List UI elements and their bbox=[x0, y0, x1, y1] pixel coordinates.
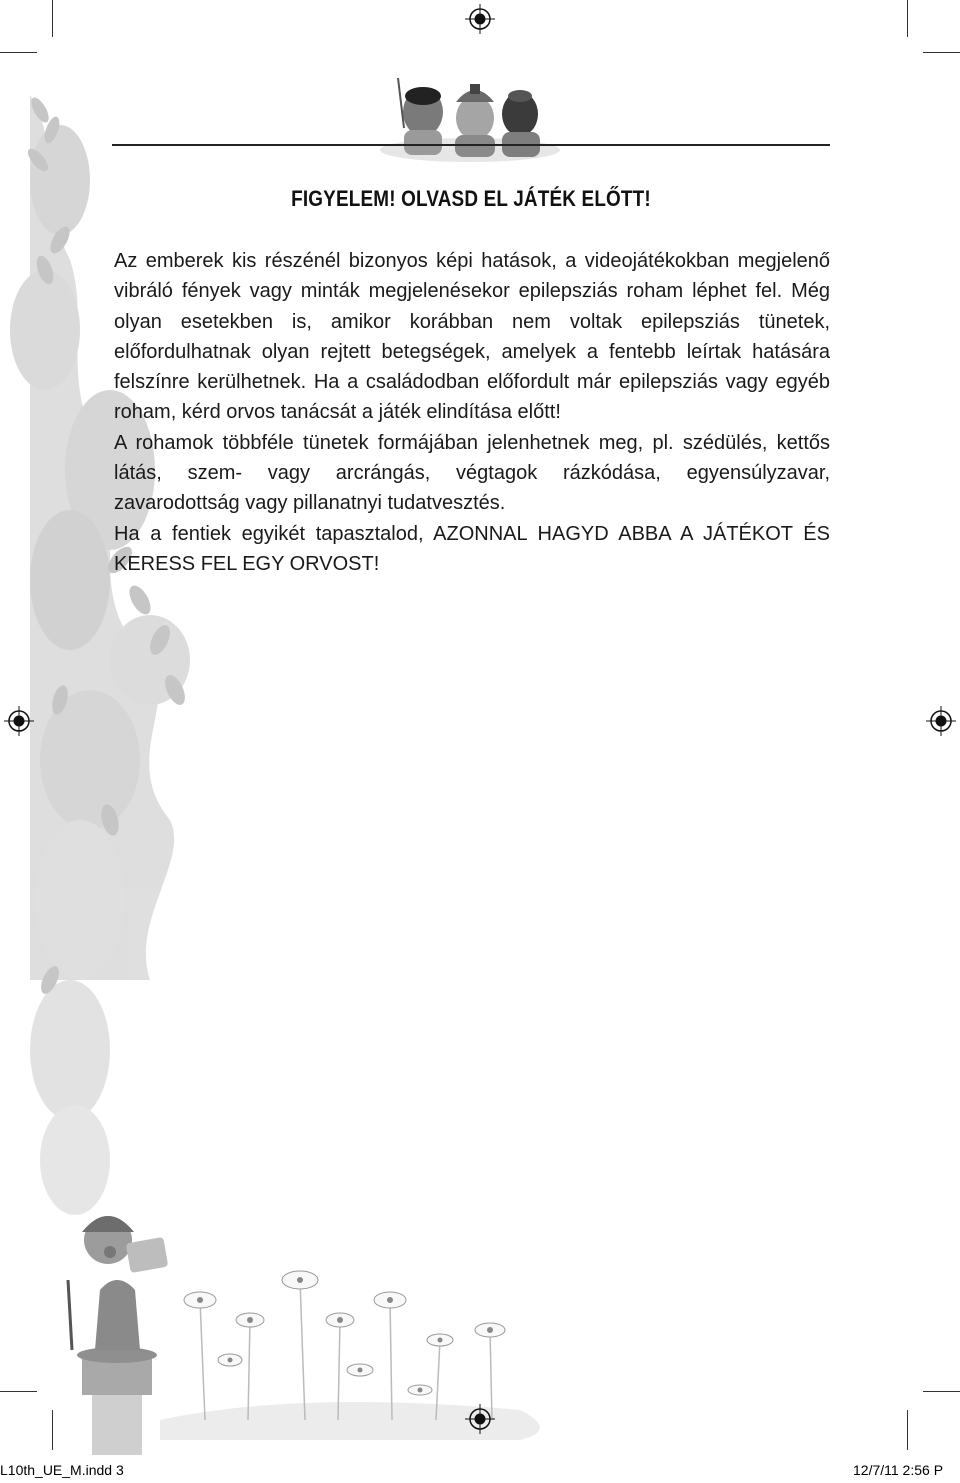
warning-title: FIGYELEM! OLVASD EL JÁTÉK ELŐTT! bbox=[291, 186, 651, 211]
crop-mark-top-left bbox=[0, 52, 37, 53]
warning-paragraph-3: Ha a fentiek egyikét tapasztalod, AZONNAL HAGYD ABBA A JÁTÉKOT ÉS KERESS FEL EGY ORVOST! bbox=[114, 522, 830, 575]
slug-file: L10th_UE_M.indd 3 bbox=[0, 1462, 124, 1478]
crop-mark-top-left-v bbox=[52, 0, 53, 37]
crop-mark-bottom-left bbox=[0, 1391, 37, 1392]
slug-date: 12/7/11 2:56 P bbox=[853, 1462, 944, 1478]
warning-paragraph-1: Az emberek kis részénél bizonyos képi hatások, a videojátékokban megjelenő vibráló fények vagy minták megjelenésekor epilepsziás roham léphet fel. Még olyan esetekben is, amikor korábban nem voltak epilepsziás tünetek, előfordulhatnak olyan rejtett betegségek, amelyek a fentebb leírtak hatására felszínre kerülhetnek. Ha a családodban előfordult már epilepsziás vagy egyéb roham, kérd orvos tanácsát a játék elindítása előtt! bbox=[114, 250, 830, 424]
warning-paragraph-2: A rohamok többféle tünetek formájában jelenhetnek meg, pl. szédülés, kettős látás, szem- vagy arcrángás, végtagok rázkódása, egyensúlyzavar, zavarodottság vagy pillanatnyi tudatvesztés. bbox=[114, 431, 830, 515]
header-rule bbox=[112, 144, 830, 146]
registration-mark-icon bbox=[926, 706, 956, 736]
crop-mark-bottom-right bbox=[923, 1391, 960, 1392]
registration-mark-icon bbox=[465, 4, 495, 34]
three-characters-illustration bbox=[380, 78, 560, 162]
crop-mark-bottom-right-v bbox=[907, 1410, 908, 1450]
dwarf-statue-illustration bbox=[68, 1216, 168, 1455]
crop-mark-bottom-left-v bbox=[52, 1410, 53, 1450]
crop-mark-top-right-v bbox=[907, 0, 908, 37]
crop-mark-top-right bbox=[923, 52, 960, 53]
registration-mark-icon bbox=[465, 1404, 495, 1434]
registration-mark-icon bbox=[4, 706, 34, 736]
warning-body bbox=[114, 246, 830, 579]
